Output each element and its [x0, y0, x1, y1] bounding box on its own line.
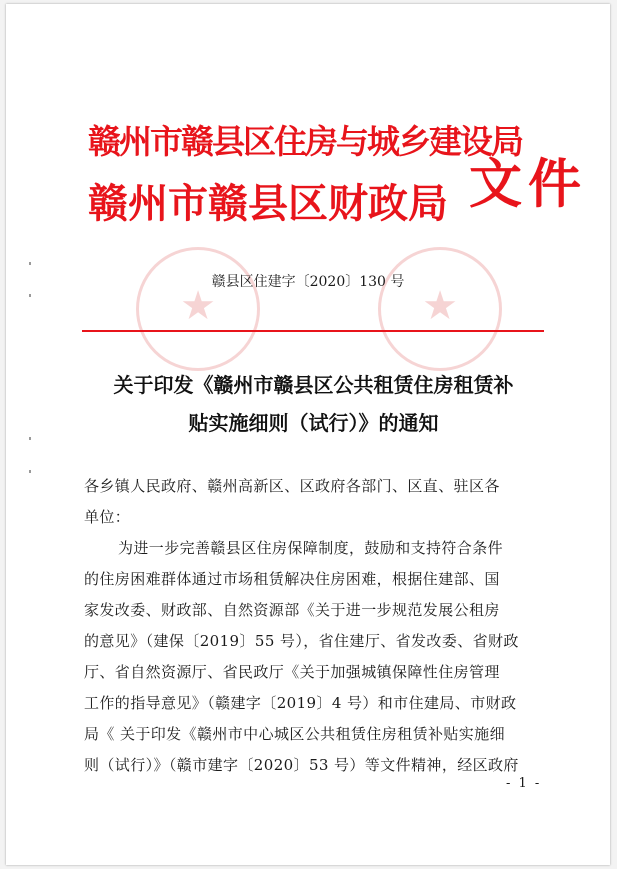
body-text-line: 局《 关于印发《赣州市中心城区公共租赁住房租赁补贴实施细	[84, 725, 505, 743]
body-text-line: 的住房困难群体通过市场租赁解决住房困难，根据住建部、国	[84, 570, 500, 588]
binding-hole-mark	[29, 437, 31, 440]
binding-hole-mark	[29, 470, 31, 473]
body-text-line: 的意见》（建保〔2019〕55 号），省住建厅、省发改委、省财政	[84, 632, 519, 650]
issuing-org-housing-bureau: 赣州市赣县区住房与城乡建设局	[88, 122, 522, 161]
binding-hole-mark	[29, 262, 31, 265]
document-kind-label: 文件	[469, 154, 587, 215]
addressee-line-1: 各乡镇人民政府、赣州高新区、区政府各部门、区直、驻区各	[84, 477, 500, 495]
document-page	[6, 4, 610, 865]
body-text-line: 为进一步完善赣县区住房保障制度，鼓励和支持符合条件	[118, 539, 504, 557]
red-divider-line	[82, 330, 544, 332]
body-text-line: 则（试行）》（赣市建字〔2020〕53 号）等文件精神，经区政府	[84, 756, 519, 774]
body-text-line: 家发改委、财政部、自然资源部《关于进一步规范发展公租房	[84, 601, 500, 619]
official-seal-left	[136, 247, 260, 371]
issuing-org-finance-bureau: 赣州市赣县区财政局	[88, 181, 448, 227]
body-text-line: 厅、省自然资源厅、省民政厅《关于加强城镇保障性住房管理	[84, 663, 500, 681]
binding-hole-mark	[29, 294, 31, 297]
document-number: 赣县区住建字〔2020〕130 号	[211, 274, 405, 290]
document-title-line-1: 关于印发《赣州市赣县区公共租赁住房租赁补	[113, 373, 514, 397]
document-title-line-2: 贴实施细则（试行）》的通知	[188, 411, 439, 435]
body-text-line: 工作的指导意见》（赣建字〔2019〕4 号）和市住建局、市财政	[84, 694, 517, 712]
addressee-line-2: 单位：	[84, 508, 131, 526]
page-number: - 1 -	[506, 776, 542, 791]
seal-star-icon: ★	[180, 283, 216, 330]
seal-star-icon: ★	[422, 283, 458, 330]
official-seal-right	[378, 247, 502, 371]
